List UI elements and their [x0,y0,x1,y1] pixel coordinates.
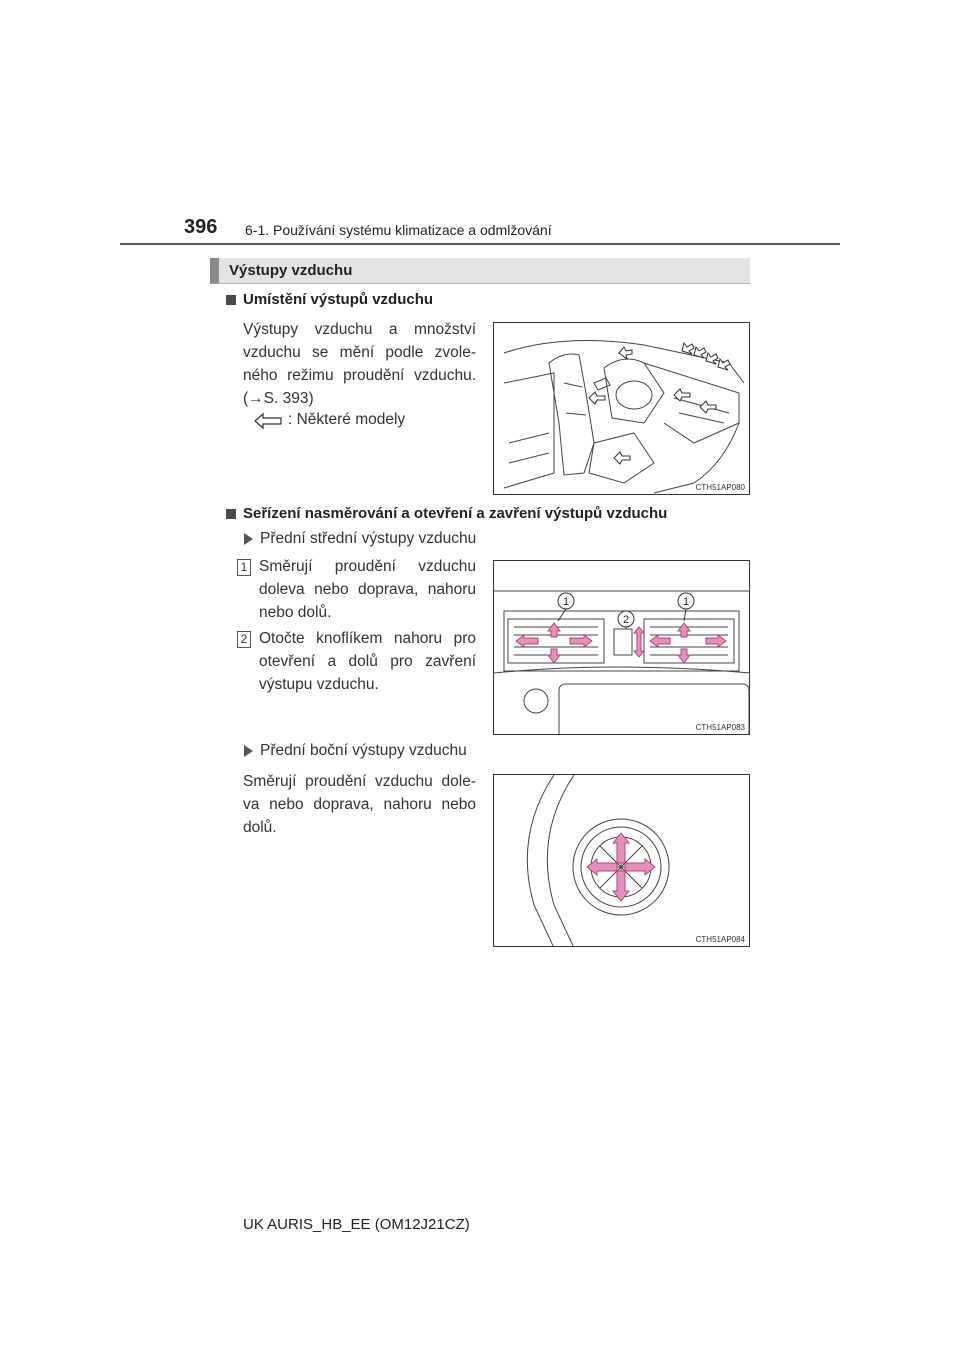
figure-code: CTH51AP083 [695,723,745,732]
section-header [210,258,750,284]
triangle-bullet-icon [244,533,253,545]
airflow-legend-icon [253,412,283,430]
front-center-label: Přední střední výstupy vzduchu [260,530,477,547]
side-vent-figure [493,774,750,947]
legend-text: : Některé modely [288,411,406,428]
adjust-heading: Seřízení nasměrování a otevření a zavření výstupů vzduchu [243,505,668,522]
figure-code: CTH51AP084 [695,935,745,944]
center-vents-figure [493,560,750,735]
figure-code: CTH51AP080 [695,483,745,492]
interior-figure [493,322,750,495]
location-text: Výstupy vzduchu a množství vzduchu se mění podle zvole-ného režimu proudění vzduchu. (→S. 393) [243,321,476,407]
item-number-2: 2 [237,631,251,648]
location-heading: Umístění výstupů vzduchu [243,291,434,308]
section-title: Výstupy vzduchu [229,262,353,279]
car-interior-illustration [494,323,750,495]
side-vent-illustration [494,775,750,947]
item2-text: Otočte knoflíkem nahoru pro otevření a dolů pro zavření výstupu vzduchu. [259,630,476,693]
triangle-bullet-icon [244,745,253,757]
center-vents-illustration [494,561,750,735]
footer-text: UK AURIS_HB_EE (OM12J21CZ) [243,1216,470,1233]
callout-1b: 1 [682,596,690,608]
front-side-label: Přední boční výstupy vzduchu [260,742,467,759]
page-number: 396 [184,216,218,238]
item-number-1: 1 [237,559,251,576]
front-side-text: Směrují proudění vzduchu dole-va nebo doprava, nahoru nebo dolů. [243,773,476,836]
item1-text: Směrují proudění vzduchu doleva nebo doprava, nahoru nebo dolů. [259,558,476,621]
square-bullet-icon [226,295,236,305]
chapter-title: 6-1. Používání systému klimatizace a odmlžování [245,222,552,238]
header-divider [120,243,840,245]
callout-2: 2 [622,614,630,626]
callout-1: 1 [562,596,570,608]
square-bullet-icon [226,509,236,519]
